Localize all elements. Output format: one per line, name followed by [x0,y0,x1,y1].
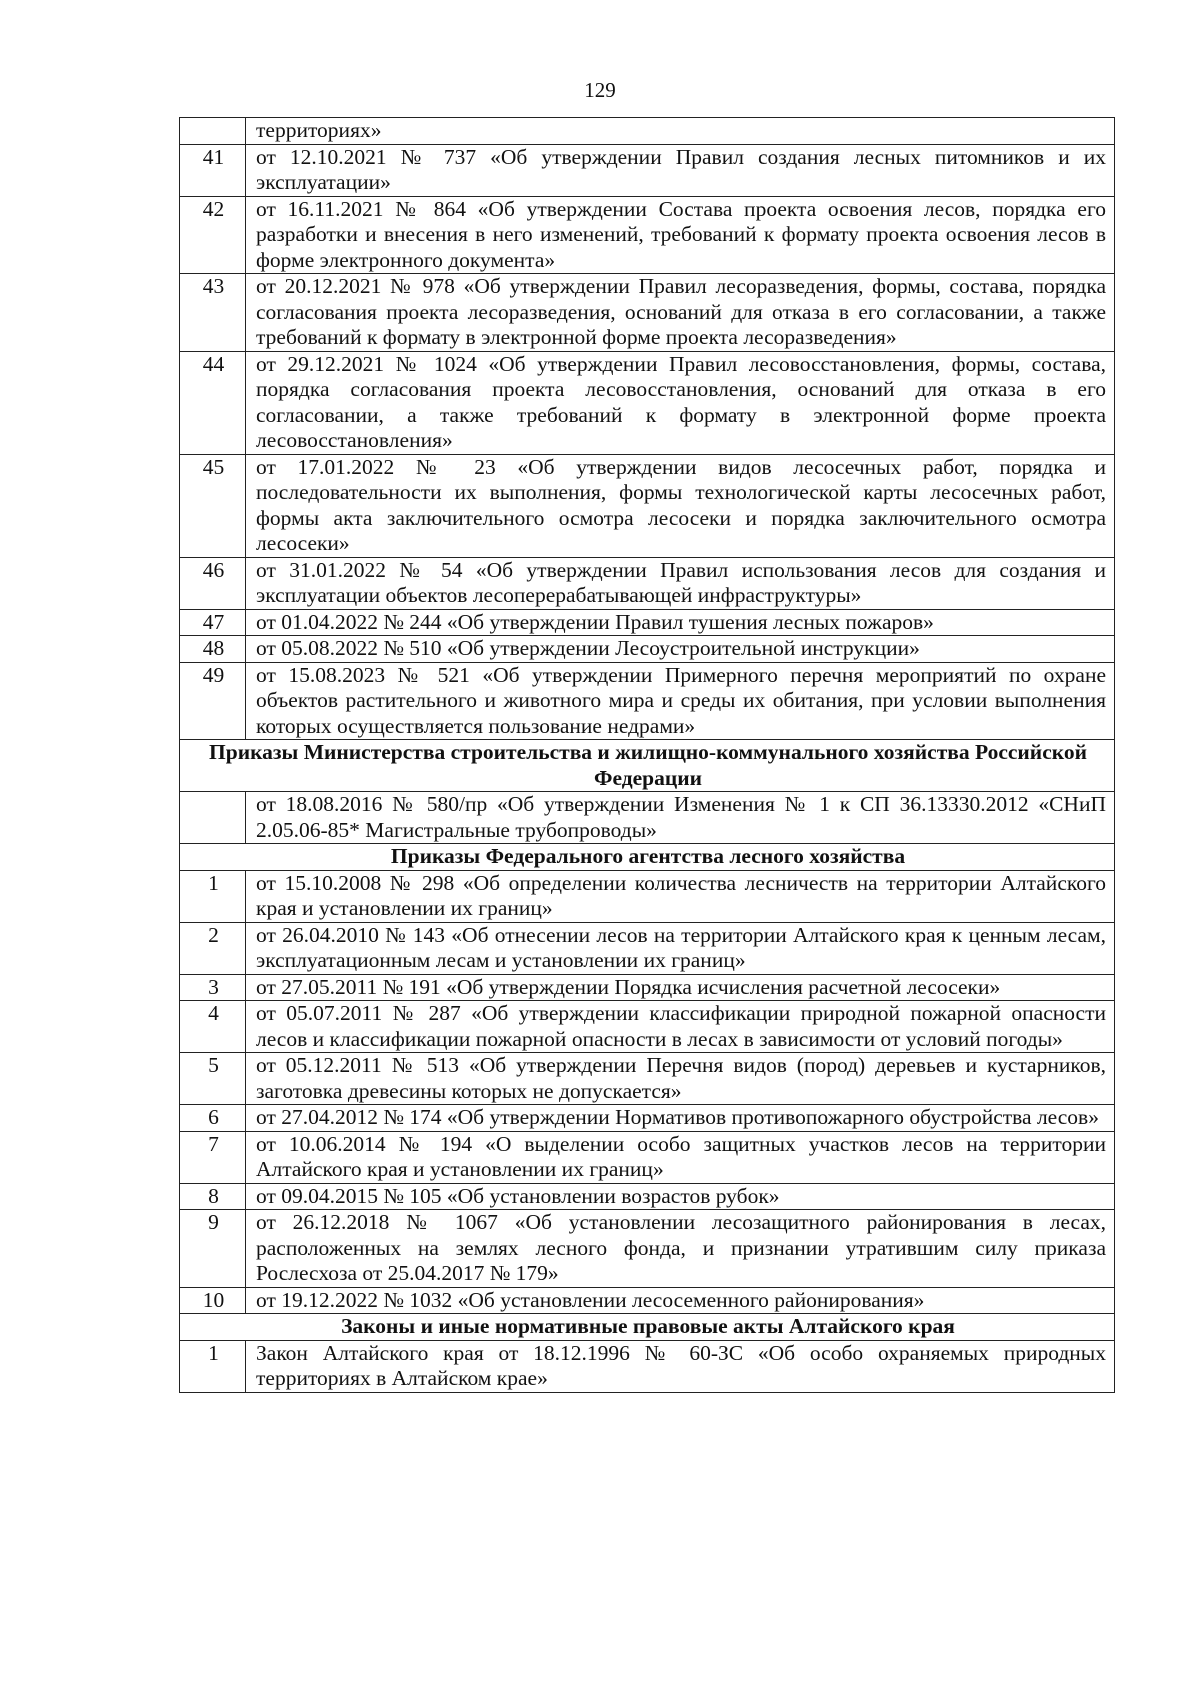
act-description: от 12.10.2021 № 737 «Об утверждении Правил создания лесных питомников и их эксплуатации» [246,144,1115,196]
table-row [180,870,1115,922]
act-description: Закон Алтайского края от 18.12.1996 № 60-ЗС «Об особо охраняемых природных территориях в Алтайском крае» [246,1340,1115,1392]
table-row [180,792,1115,844]
act-description: от 17.01.2022 № 23 «Об утверждении видов лесосечных работ, порядка и последовательности их выполнения, формы технологической карты лесосечных работ, формы акта заключительного осмотра лесосеки и порядка заключительного осмотра лесосеки» [246,454,1115,557]
section-title: Приказы Федерального агентства лесного хозяйства [180,844,1115,871]
act-description: от 20.12.2021 № 978 «Об утверждении Правил лесоразведения, формы, состава, порядка согласования проекта лесоразведения, оснований для отказа в его согласовании, а также требований к формату в электронной форме проекта лесоразведения» [246,274,1115,352]
table-row [180,636,1115,663]
row-number: 7 [180,1131,246,1183]
act-description: от 10.06.2014 № 194 «О выделении особо защитных участков лесов на территории Алтайского края и установлении их границ» [246,1131,1115,1183]
table-row [180,1340,1115,1392]
act-description: от 15.08.2023 № 521 «Об утверждении Примерного перечня мероприятий по охране объектов растительного и животного мира и среды их обитания, при условии выполнения которых осуществляется пользование недрами» [246,662,1115,740]
row-number: 47 [180,609,246,636]
act-description: территориях» [246,118,1115,145]
row-number: 3 [180,974,246,1001]
section-header-row [180,740,1115,792]
table-row [180,274,1115,352]
act-description: от 05.07.2011 № 287 «Об утверждении классификации природной пожарной опасности лесов и классификации пожарной опасности в лесах в зависимости от условий погоды» [246,1001,1115,1053]
act-description: от 16.11.2021 № 864 «Об утверждении Состава проекта освоения лесов, порядка его разработки и внесения в него изменений, требований к формату проекта освоения лесов в форме электронного документа» [246,196,1115,274]
row-number: 1 [180,870,246,922]
table-row [180,1131,1115,1183]
table-row [180,1001,1115,1053]
row-number: 41 [180,144,246,196]
row-number [180,792,246,844]
act-description: от 27.05.2011 № 191 «Об утверждении Порядка исчисления расчетной лесосеки» [246,974,1115,1001]
row-number: 42 [180,196,246,274]
table-row [180,557,1115,609]
act-description: от 09.04.2015 № 105 «Об установлении возрастов рубок» [246,1183,1115,1210]
table-row [180,351,1115,454]
act-description: от 01.04.2022 № 244 «Об утверждении Правил тушения лесных пожаров» [246,609,1115,636]
act-description: от 29.12.2021 № 1024 «Об утверждении Правил лесовосстановления, формы, состава, порядка согласования проекта лесовосстановления, оснований для отказа в его согласовании, а также требований к формату в электронной форме проекта лесовосстановления» [246,351,1115,454]
section-header-row [180,844,1115,871]
table-row [180,1105,1115,1132]
act-description: от 15.10.2008 № 298 «Об определении количества лесничеств на территории Алтайского края и установлении их границ» [246,870,1115,922]
act-description: от 27.04.2012 № 174 «Об утверждении Нормативов противопожарного обустройства лесов» [246,1105,1115,1132]
table-row [180,1210,1115,1288]
act-description: от 26.12.2018 № 1067 «Об установлении лесозащитного районирования в лесах, расположенных на землях лесного фонда, и признании утратившим силу приказа Рослесхоза от 25.04.2017 № 179» [246,1210,1115,1288]
row-number: 10 [180,1287,246,1314]
act-description: от 26.04.2010 № 143 «Об отнесении лесов на территории Алтайского края к ценным лесам, эксплуатационным лесам и установлении их границ» [246,922,1115,974]
table-row [180,1183,1115,1210]
row-number: 9 [180,1210,246,1288]
section-header-row [180,1314,1115,1341]
table-row [180,118,1115,145]
act-description: от 05.12.2011 № 513 «Об утверждении Перечня видов (пород) деревьев и кустарников, заготовка древесины которых не допускается» [246,1053,1115,1105]
row-number [180,118,246,145]
table-row [180,454,1115,557]
section-title: Приказы Министерства строительства и жилищно-коммунального хозяйства Российской Федерации [180,740,1115,792]
act-description: от 05.08.2022 № 510 «Об утверждении Лесоустроительной инструкции» [246,636,1115,663]
act-description: от 18.08.2016 № 580/пр «Об утверждении Изменения № 1 к СП 36.13330.2012 «СНиП 2.05.06-85* Магистральные трубопроводы» [246,792,1115,844]
row-number: 43 [180,274,246,352]
page-number: 129 [584,78,616,102]
row-number: 46 [180,557,246,609]
table-row [180,662,1115,740]
row-number: 2 [180,922,246,974]
table-row [180,922,1115,974]
table-row [180,1287,1115,1314]
legal-acts-table [179,117,1115,1393]
row-number: 6 [180,1105,246,1132]
table-row [180,196,1115,274]
table-row [180,144,1115,196]
act-description: от 19.12.2022 № 1032 «Об установлении лесосеменного районирования» [246,1287,1115,1314]
row-number: 1 [180,1340,246,1392]
row-number: 45 [180,454,246,557]
table-row [180,609,1115,636]
row-number: 48 [180,636,246,663]
table-row [180,1053,1115,1105]
row-number: 5 [180,1053,246,1105]
row-number: 44 [180,351,246,454]
row-number: 8 [180,1183,246,1210]
row-number: 49 [180,662,246,740]
section-title: Законы и иные нормативные правовые акты Алтайского края [180,1314,1115,1341]
row-number: 4 [180,1001,246,1053]
act-description: от 31.01.2022 № 54 «Об утверждении Правил использования лесов для создания и эксплуатации объектов лесоперерабатывающей инфраструктуры» [246,557,1115,609]
table-row [180,974,1115,1001]
